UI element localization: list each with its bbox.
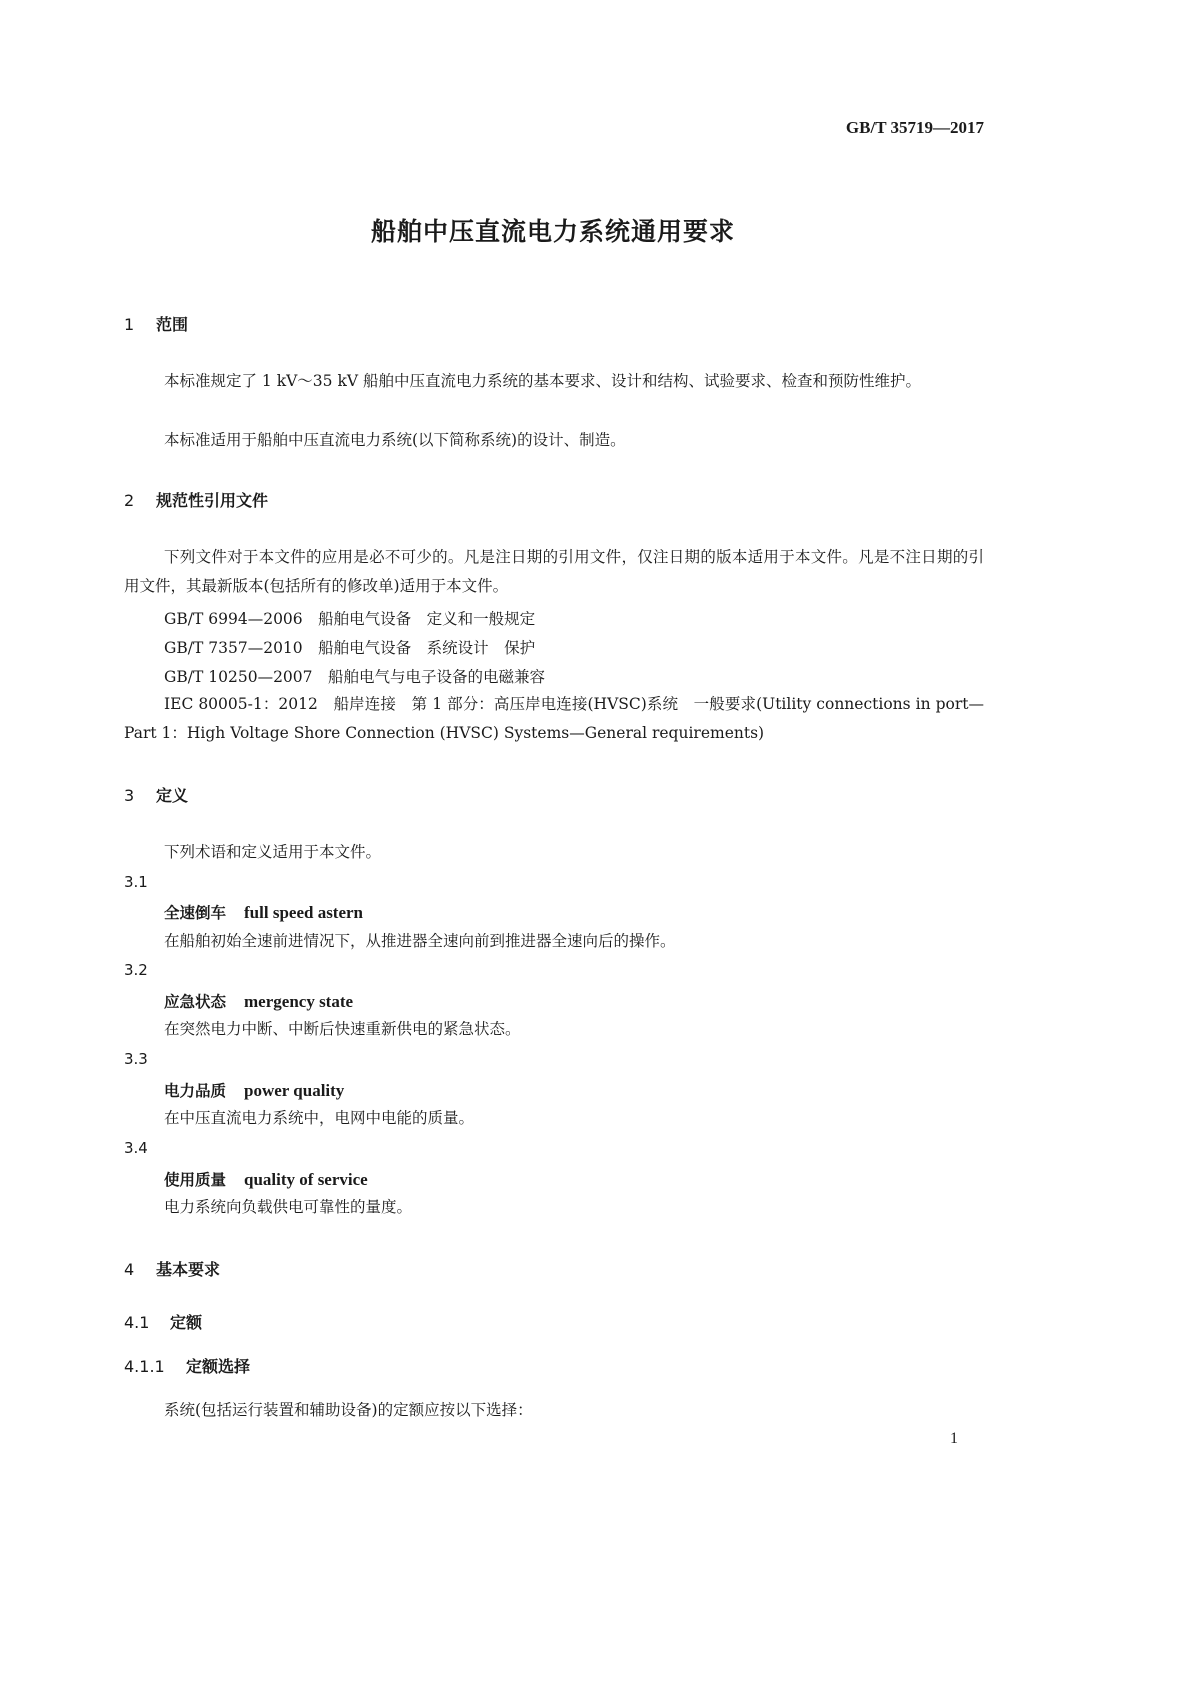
- term-heading: [164, 1079, 344, 1101]
- term-chinese: 使用质量: [164, 1171, 227, 1189]
- document-title: 船舶中压直流电力系统通用要求: [370, 217, 735, 246]
- term-definition: 在突然电力中断、中断后快速重新供电的紧急状态。: [164, 1020, 521, 1038]
- term-english: mergency state: [244, 992, 354, 1011]
- section-1-heading: [124, 312, 188, 335]
- term-heading: [164, 901, 363, 923]
- term-chinese: 应急状态: [164, 993, 227, 1011]
- scope-paragraph-2: 本标准适用于船舶中压直流电力系统(以下简称系统)的设计、制造。: [164, 431, 626, 449]
- reference-item: GB/T 10250—2007 船舶电气与电子设备的电磁兼容: [164, 668, 546, 686]
- section-number: 3: [124, 786, 135, 805]
- section-number: 1: [124, 315, 135, 334]
- term-chinese: 全速倒车: [164, 904, 227, 922]
- term-number: 3.2: [124, 961, 148, 979]
- term-english: quality of service: [244, 1170, 368, 1189]
- standard-code: GB/T 35719—2017: [845, 118, 984, 137]
- section-number: 4: [124, 1260, 135, 1279]
- section-2-heading: [124, 488, 268, 511]
- term-definition: 在中压直流电力系统中，电网中电能的质量。: [164, 1109, 475, 1127]
- page-number: 1: [950, 1430, 958, 1447]
- reference-item: GB/T 6994—2006 船舶电气设备 定义和一般规定: [164, 610, 536, 628]
- term-definition: 电力系统向负载供电可靠性的量度。: [164, 1198, 413, 1216]
- section-title: 定义: [156, 786, 189, 805]
- section-3-heading: [124, 783, 188, 806]
- section-number: 4.1.1: [124, 1357, 165, 1376]
- term-number: 3.4: [124, 1139, 148, 1157]
- references-intro: 下列文件对于本文件的应用是必不可少的。凡是注日期的引用文件，仅注日期的版本适用于本文件。凡是不注日期的引用文件，其最新版本(包括所有的修改单)适用于本文件。: [124, 548, 984, 595]
- term-english: power quality: [244, 1081, 345, 1100]
- section-number: 4.1: [124, 1313, 150, 1332]
- section-number: 2: [124, 491, 135, 510]
- definitions-intro: 下列术语和定义适用于本文件。: [164, 843, 382, 861]
- reference-item-iec: IEC 80005-1：2012 船岸连接 第 1 部分：高压岸电连接(HVSC)系统 一般要求(Utility connections in port—Part 1：High Voltage Shore Connection (HVSC) Systems—General requirements): [124, 695, 984, 742]
- section-4-heading: [124, 1257, 220, 1280]
- reference-item: GB/T 7357—2010 船舶电气设备 系统设计 保护: [164, 639, 536, 657]
- section-title: 规范性引用文件: [156, 491, 269, 510]
- section-title: 定额: [170, 1313, 203, 1332]
- term-number: 3.1: [124, 873, 148, 891]
- term-chinese: 电力品质: [164, 1082, 227, 1100]
- section-4-1-heading: [124, 1310, 202, 1333]
- section-title: 定额选择: [186, 1357, 251, 1376]
- scope-paragraph-1: 本标准规定了 1 kV～35 kV 船舶中压直流电力系统的基本要求、设计和结构、试验要求、检查和预防性维护。: [164, 372, 921, 390]
- rating-selection-text: 系统(包括运行装置和辅助设备)的定额应按以下选择：: [164, 1401, 533, 1419]
- section-title: 范围: [156, 315, 189, 334]
- section-title: 基本要求: [156, 1260, 221, 1279]
- section-4-1-1-heading: [124, 1354, 250, 1377]
- term-number: 3.3: [124, 1050, 148, 1068]
- term-definition: 在船舶初始全速前进情况下，从推进器全速向前到推进器全速向后的操作。: [164, 932, 676, 950]
- term-english: full speed astern: [244, 903, 364, 922]
- term-heading: [164, 1168, 368, 1190]
- term-heading: [164, 990, 353, 1012]
